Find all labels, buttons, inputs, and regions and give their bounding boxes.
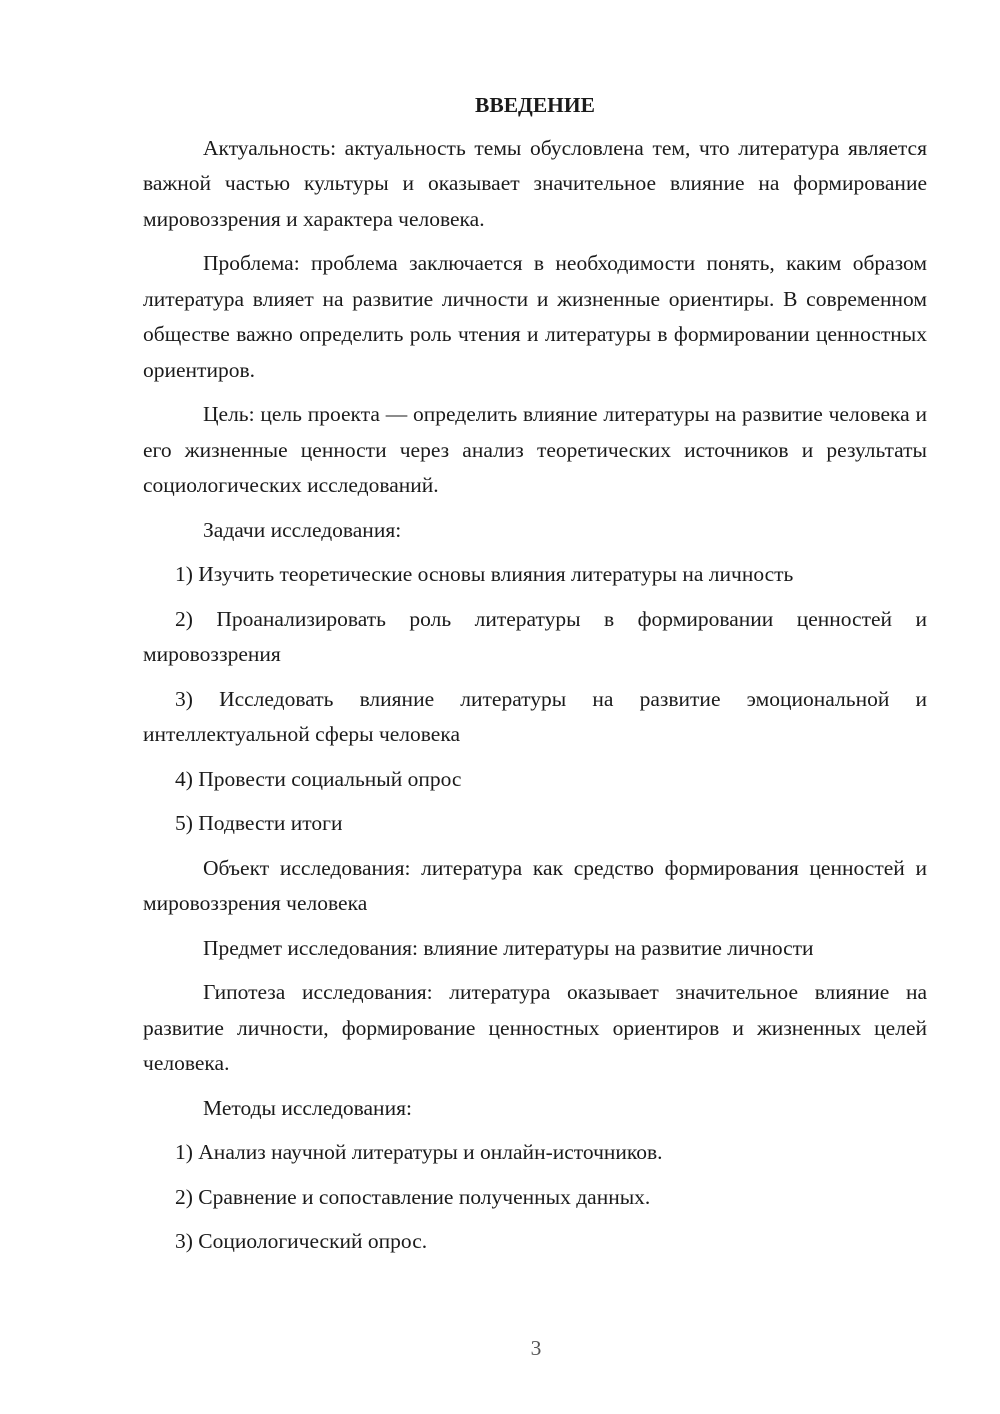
task-item-4: 4) Провести социальный опрос [175,766,462,791]
task-item-1: 1) Изучить теоретические основы влияния литературы на личность [175,562,794,586]
method-item-2: 2) Сравнение и сопоставление полученных данных. [175,1184,651,1209]
object-paragraph: Объект исследования: литература как средство формирования ценностей и мировоззрения человека [143,855,927,915]
hypothesis-paragraph: Гипотеза исследования: литература оказывает значительное влияние на развитие личности, формирование ценностных ориентиров и жизненных целей человека. [143,980,927,1075]
problem-paragraph: Проблема: проблема заключается в необходимости понять, каким образом литература влияет на развитие личности и жизненные ориентиры. В современном обществе важно определить роль чтения и литературы в формировании ценностных ориентиров. [143,251,927,382]
section-title: ВВЕДЕНИЕ [475,93,595,117]
document-page [143,95,927,1269]
method-item-3: 3) Социологический опрос. [175,1229,428,1253]
task-item-3: 3) Исследовать влияние литературы на развитие эмоциональной и интеллектуальной сферы человека [143,686,927,746]
subject-paragraph: Предмет исследования: влияние литературы на развитие личности [203,935,814,960]
page-number: 3 [530,1336,542,1360]
methods-label: Методы исследования: [203,1095,412,1120]
method-item-1: 1) Анализ научной литературы и онлайн-источников. [175,1140,663,1164]
goal-paragraph: Цель: цель проекта — определить влияние литературы на развитие человека и его жизненные ценности через анализ теоретических источников и результаты социологических исследований. [143,402,927,497]
task-item-2: 2) Проанализировать роль литературы в формировании ценностей и мировоззрения [143,606,927,666]
tasks-label: Задачи исследования: [203,517,402,542]
relevance-paragraph: Актуальность: актуальность темы обусловлена тем, что литература является важной частью культуры и оказывает значительное влияние на формирование мировоззрения и характера человека. [143,135,927,231]
task-item-5: 5) Подвести итоги [175,811,343,835]
